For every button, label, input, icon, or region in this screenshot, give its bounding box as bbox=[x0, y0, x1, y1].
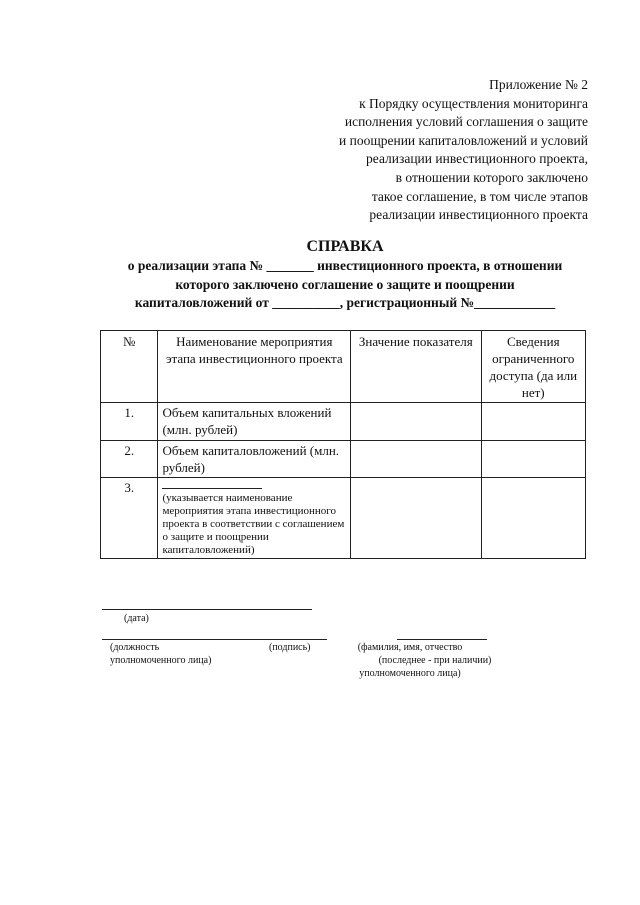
fio-line bbox=[397, 639, 487, 640]
appendix-line: реализации инвестиционного проекта bbox=[369, 207, 588, 223]
fio-caption-line: (фамилия, имя, отчество bbox=[357, 642, 463, 653]
appendix-header bbox=[288, 76, 588, 225]
subtitle-line: капиталовложений от __________, регистрационный №____________ bbox=[134, 295, 556, 310]
position-caption bbox=[110, 641, 211, 667]
appendix-line: и поощрении капиталовложений и условий bbox=[339, 132, 588, 148]
table-row bbox=[101, 441, 586, 478]
document-subtitle bbox=[60, 257, 630, 313]
table-row bbox=[101, 403, 586, 441]
position-line bbox=[102, 639, 327, 640]
row-name: Объем капитальных вложений (млн. рублей) bbox=[158, 403, 351, 441]
document-title-block bbox=[60, 237, 630, 313]
table-header-row bbox=[101, 331, 586, 403]
row-num: 1. bbox=[101, 403, 158, 441]
subtitle-line: которого заключено соглашение о защите и поощрении bbox=[175, 276, 515, 292]
date-line bbox=[102, 609, 312, 610]
indicator-table bbox=[100, 330, 586, 559]
document-title: СПРАВКА bbox=[306, 238, 384, 255]
row-value bbox=[351, 441, 481, 478]
row-name: Объем капиталовложений (млн. рублей) bbox=[158, 441, 351, 478]
date-caption: (дата) bbox=[124, 613, 149, 624]
row-num: 3. bbox=[101, 478, 158, 559]
fio-caption bbox=[315, 641, 505, 680]
row-num: 2. bbox=[101, 441, 158, 478]
appendix-line: в отношении которого заключено bbox=[395, 169, 588, 185]
row-value bbox=[351, 403, 481, 441]
position-caption-line: (должность bbox=[110, 642, 160, 653]
table-row bbox=[101, 478, 586, 559]
subtitle-line: о реализации этапа № _______ инвестиционного проекта, в отношении bbox=[127, 258, 563, 273]
row-name-note: (указывается наименование мероприятия этапа инвестиционного проекта в соответствии с соглашением о защите и поощрении капиталовложений) bbox=[162, 492, 345, 556]
blank-underline bbox=[162, 479, 262, 489]
appendix-line: к Порядку осуществления мониторинга bbox=[359, 95, 588, 111]
row-access bbox=[481, 403, 585, 441]
row-access bbox=[481, 478, 585, 559]
header-num: № bbox=[101, 331, 158, 403]
appendix-line: Приложение № 2 bbox=[489, 77, 588, 92]
position-caption-line: уполномоченного лица) bbox=[110, 655, 212, 666]
row-access bbox=[481, 441, 585, 478]
appendix-line: такое соглашение, в том числе этапов bbox=[371, 188, 588, 204]
row-value bbox=[351, 478, 481, 559]
header-value: Значение показателя bbox=[351, 331, 481, 403]
header-name: Наименование мероприятия этапа инвестиционного проекта bbox=[158, 331, 351, 403]
appendix-line: реализации инвестиционного проекта, bbox=[366, 151, 588, 167]
header-access: Сведения ограниченного доступа (да или нет) bbox=[481, 331, 585, 403]
fio-caption-line: (последнее - при наличии) bbox=[378, 655, 492, 666]
fio-caption-line: уполномоченного лица) bbox=[359, 668, 461, 679]
signature-caption: (подпись) bbox=[269, 642, 311, 653]
appendix-line: исполнения условий соглашения о защите bbox=[344, 114, 588, 130]
row-name-cell bbox=[158, 478, 351, 559]
